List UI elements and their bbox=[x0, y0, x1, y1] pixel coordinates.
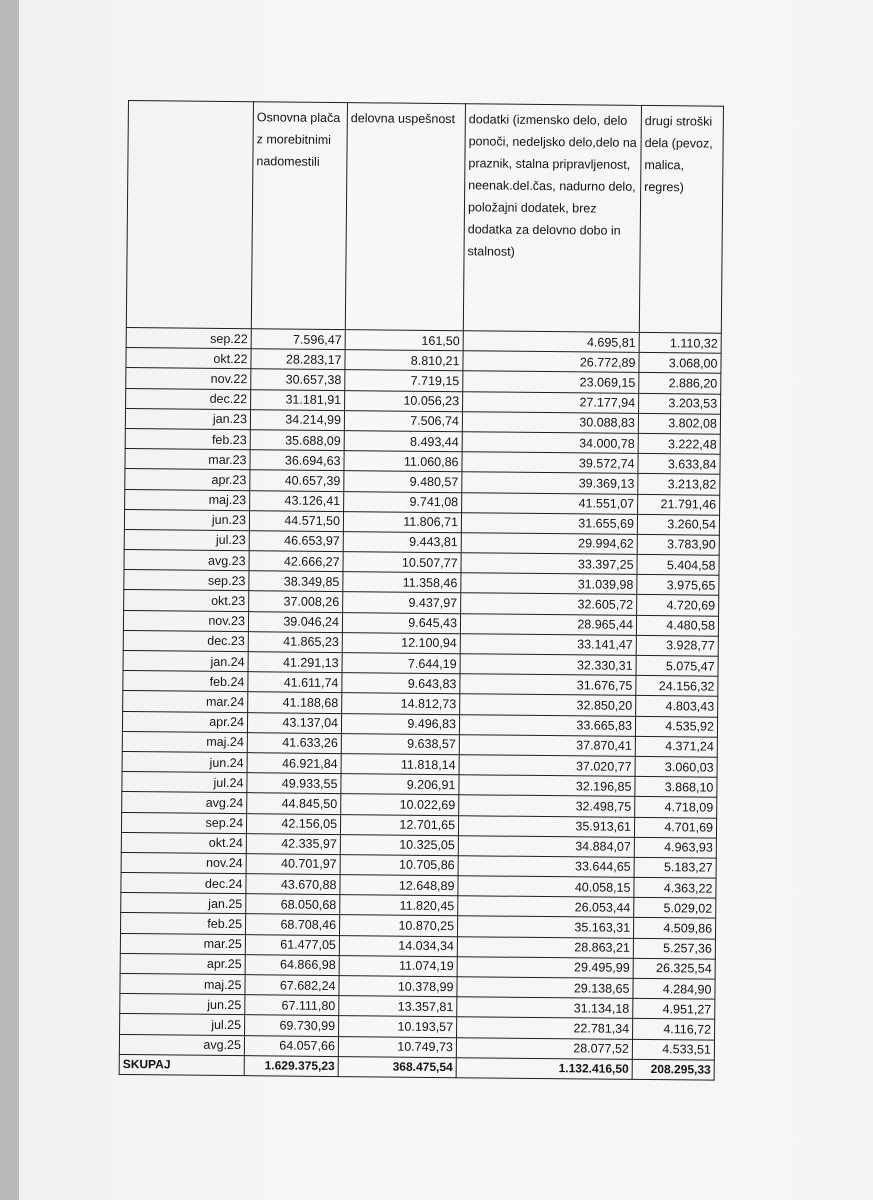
cell-performance: 7.644,19 bbox=[342, 653, 460, 674]
cell-period: jun.24 bbox=[122, 751, 247, 772]
cell-period: avg.25 bbox=[119, 1034, 244, 1055]
cell-base-salary: 68.050,68 bbox=[246, 894, 340, 915]
cell-base-salary: 46.921,84 bbox=[247, 753, 341, 774]
cell-base-salary: 43.126,41 bbox=[250, 490, 344, 511]
cell-base-salary: 68.708,46 bbox=[245, 914, 339, 935]
cell-other-costs: 2.886,20 bbox=[639, 373, 721, 394]
cell-allowances: 28.863,21 bbox=[457, 936, 633, 958]
cell-base-salary: 44.845,50 bbox=[247, 793, 341, 814]
cell-allowances: 28.965,44 bbox=[460, 613, 636, 635]
cell-allowances: 31.655,69 bbox=[461, 512, 637, 534]
cell-base-salary: 67.682,24 bbox=[245, 975, 339, 996]
cell-period: mar.25 bbox=[120, 933, 245, 954]
cell-other-costs: 3.260,54 bbox=[637, 514, 719, 535]
cell-allowances: 26.772,89 bbox=[463, 351, 639, 373]
cell-base-salary: 40.701,97 bbox=[246, 854, 340, 875]
cell-performance: 12.648,89 bbox=[340, 875, 458, 896]
cell-base-salary: 34.214,99 bbox=[250, 409, 344, 430]
total-performance: 368.475,54 bbox=[338, 1056, 456, 1077]
cell-allowances: 34.000,78 bbox=[462, 432, 638, 454]
cell-performance: 10.022,69 bbox=[341, 794, 459, 815]
cell-performance: 9.496,83 bbox=[341, 713, 459, 734]
cell-allowances: 37.020,77 bbox=[459, 755, 635, 777]
cell-other-costs: 3.222,48 bbox=[638, 433, 720, 454]
table-body bbox=[119, 101, 723, 1080]
cell-performance: 8.810,21 bbox=[345, 350, 463, 371]
cell-performance: 10.378,99 bbox=[339, 976, 457, 997]
cell-other-costs: 5.183,27 bbox=[634, 857, 716, 878]
cell-period: jun.23 bbox=[124, 509, 249, 530]
cell-base-salary: 42.666,27 bbox=[249, 551, 343, 572]
cell-performance: 11.806,71 bbox=[343, 511, 461, 532]
cell-allowances: 29.138,65 bbox=[457, 977, 633, 999]
cell-allowances: 39.572,74 bbox=[462, 452, 638, 474]
cell-allowances: 31.134,18 bbox=[457, 997, 633, 1019]
cell-performance: 12.701,65 bbox=[340, 814, 458, 835]
header-cell-allowances: dodatki (izmensko delo, delo ponoči, nedeljsko delo,delo na praznik, stalna pripravljenost, neenak.del.čas, nadurno delo, položajni dodatek, brez dodatka za delovno dobo in stalnost) bbox=[463, 104, 641, 333]
cell-base-salary: 64.866,98 bbox=[245, 954, 339, 975]
cell-period: nov.24 bbox=[121, 852, 246, 873]
cell-performance: 12.100,94 bbox=[342, 632, 460, 653]
cell-period: okt.22 bbox=[126, 348, 251, 369]
cell-base-salary: 44.571,50 bbox=[249, 510, 343, 531]
cell-performance: 11.074,19 bbox=[339, 955, 457, 976]
cell-base-salary: 38.349,85 bbox=[249, 571, 343, 592]
cell-allowances: 32.850,20 bbox=[460, 694, 636, 716]
cell-allowances: 34.884,07 bbox=[458, 835, 634, 857]
cell-base-salary: 41.865,23 bbox=[248, 631, 342, 652]
cell-period: feb.23 bbox=[125, 428, 250, 449]
cell-period: jun.25 bbox=[120, 994, 245, 1015]
cell-base-salary: 43.137,04 bbox=[247, 712, 341, 733]
header-cell-other-costs: drugi stroški dela (pevoz, malica, regres) bbox=[639, 105, 723, 333]
cell-period: sep.22 bbox=[126, 327, 251, 348]
cell-other-costs: 4.509,86 bbox=[633, 918, 715, 939]
cell-period: jul.24 bbox=[122, 772, 247, 793]
cell-other-costs: 3.633,84 bbox=[638, 454, 720, 475]
cell-period: apr.23 bbox=[125, 469, 250, 490]
cell-allowances: 33.665,83 bbox=[459, 714, 635, 736]
cell-other-costs: 3.928,77 bbox=[636, 635, 718, 656]
cell-other-costs: 3.975,65 bbox=[637, 575, 719, 596]
cell-allowances: 30.088,83 bbox=[462, 411, 638, 433]
cell-performance: 11.818,14 bbox=[341, 754, 459, 775]
cell-base-salary: 46.653,97 bbox=[249, 531, 343, 552]
cell-performance: 8.493,44 bbox=[344, 431, 462, 452]
cell-other-costs: 21.791,46 bbox=[638, 494, 720, 515]
cell-allowances: 31.676,75 bbox=[460, 674, 636, 696]
cell-performance: 9.437,97 bbox=[343, 592, 461, 613]
cell-performance: 10.193,57 bbox=[339, 1016, 457, 1037]
cell-allowances: 35.913,61 bbox=[458, 815, 634, 837]
cell-other-costs: 4.701,69 bbox=[634, 817, 716, 838]
cell-allowances: 23.069,15 bbox=[463, 371, 639, 393]
cell-base-salary: 37.008,26 bbox=[249, 591, 343, 612]
cell-base-salary: 41.291,13 bbox=[248, 652, 342, 673]
cell-period: maj.23 bbox=[125, 489, 250, 510]
cell-period: mar.23 bbox=[125, 449, 250, 470]
cell-allowances: 32.196,85 bbox=[459, 775, 635, 797]
cell-other-costs: 3.783,90 bbox=[637, 534, 719, 555]
cell-base-salary: 49.933,55 bbox=[247, 773, 341, 794]
cell-period: feb.25 bbox=[121, 913, 246, 934]
cell-other-costs: 3.213,82 bbox=[638, 474, 720, 495]
cell-period: avg.24 bbox=[122, 792, 247, 813]
table-header-row bbox=[126, 101, 723, 334]
cell-allowances: 32.498,75 bbox=[459, 795, 635, 817]
cell-base-salary: 41.633,26 bbox=[247, 732, 341, 753]
cell-performance: 7.719,15 bbox=[345, 370, 463, 391]
cell-allowances: 4.695,81 bbox=[463, 331, 639, 353]
cell-base-salary: 42.335,97 bbox=[246, 833, 340, 854]
cell-allowances: 35.163,31 bbox=[457, 916, 633, 938]
cell-performance: 7.506,74 bbox=[344, 410, 462, 431]
cell-other-costs: 4.480,58 bbox=[636, 615, 718, 636]
total-other-costs: 208.295,33 bbox=[632, 1059, 714, 1080]
cell-base-salary: 69.730,99 bbox=[245, 1015, 339, 1036]
cell-allowances: 33.141,47 bbox=[460, 634, 636, 656]
cell-period: okt.24 bbox=[121, 832, 246, 853]
cell-performance: 10.870,25 bbox=[339, 915, 457, 936]
cell-other-costs: 3.060,03 bbox=[635, 756, 717, 777]
cell-other-costs: 4.371,24 bbox=[635, 736, 717, 757]
cell-period: apr.25 bbox=[120, 953, 245, 974]
cell-performance: 10.749,73 bbox=[338, 1036, 456, 1057]
cell-base-salary: 67.111,80 bbox=[245, 995, 339, 1016]
cell-performance: 13.357,81 bbox=[339, 996, 457, 1017]
cell-performance: 10.056,23 bbox=[345, 390, 463, 411]
cost-table bbox=[119, 100, 724, 1080]
cell-performance: 161,50 bbox=[345, 330, 463, 351]
cell-base-salary: 31.181,91 bbox=[251, 389, 345, 410]
cell-period: apr.24 bbox=[122, 711, 247, 732]
cell-allowances: 40.058,15 bbox=[458, 876, 634, 898]
cell-other-costs: 3.802,08 bbox=[638, 413, 720, 434]
cell-other-costs: 3.203,53 bbox=[639, 393, 721, 414]
cell-other-costs: 3.068,00 bbox=[639, 353, 721, 374]
cell-allowances: 39.369,13 bbox=[462, 472, 638, 494]
cell-period: dec.22 bbox=[126, 388, 251, 409]
cell-base-salary: 28.283,17 bbox=[251, 349, 345, 370]
cell-performance: 9.443,81 bbox=[343, 531, 461, 552]
cell-other-costs: 4.803,43 bbox=[636, 696, 718, 717]
cell-allowances: 28.077,52 bbox=[456, 1037, 632, 1059]
cell-performance: 10.705,86 bbox=[340, 854, 458, 875]
cell-period: nov.23 bbox=[123, 610, 248, 631]
cell-period: sep.23 bbox=[124, 570, 249, 591]
cell-other-costs: 4.533,51 bbox=[632, 1039, 714, 1060]
cell-other-costs: 4.951,27 bbox=[633, 999, 715, 1020]
cell-period: nov.22 bbox=[126, 368, 251, 389]
header-cell-period bbox=[126, 101, 253, 329]
header-cell-base-salary: Osnovna plača z morebitnimi nadomestili bbox=[251, 102, 347, 330]
cell-period: jul.25 bbox=[120, 1014, 245, 1035]
cell-other-costs: 26.325,54 bbox=[633, 958, 715, 979]
cell-other-costs: 5.029,02 bbox=[634, 898, 716, 919]
cell-allowances: 41.551,07 bbox=[462, 492, 638, 514]
cell-base-salary: 41.611,74 bbox=[248, 672, 342, 693]
cell-period: jul.23 bbox=[124, 529, 249, 550]
document-sheet bbox=[119, 100, 724, 1080]
cell-other-costs: 4.116,72 bbox=[633, 1019, 715, 1040]
cell-performance: 9.206,91 bbox=[341, 774, 459, 795]
cell-base-salary: 43.670,88 bbox=[246, 874, 340, 895]
cell-base-salary: 39.046,24 bbox=[248, 611, 342, 632]
cell-performance: 14.812,73 bbox=[342, 693, 460, 714]
cell-allowances: 29.994,62 bbox=[461, 533, 637, 555]
cell-allowances: 26.053,44 bbox=[458, 896, 634, 918]
cell-base-salary: 40.657,39 bbox=[250, 470, 344, 491]
cell-performance: 9.643,83 bbox=[342, 673, 460, 694]
cell-period: feb.24 bbox=[123, 671, 248, 692]
total-allowances: 1.132.416,50 bbox=[456, 1057, 632, 1079]
cell-period: okt.23 bbox=[124, 590, 249, 611]
cell-other-costs: 4.718,09 bbox=[635, 797, 717, 818]
total-label: SKUPAJ bbox=[119, 1054, 244, 1075]
cell-allowances: 37.870,41 bbox=[459, 734, 635, 756]
cell-other-costs: 4.535,92 bbox=[635, 716, 717, 737]
cell-other-costs: 24.156,32 bbox=[636, 676, 718, 697]
cell-other-costs: 1.110,32 bbox=[639, 332, 721, 353]
cell-period: dec.23 bbox=[123, 630, 248, 651]
cell-performance: 9.741,08 bbox=[344, 491, 462, 512]
cell-other-costs: 3.868,10 bbox=[635, 777, 717, 798]
cell-other-costs: 5.075,47 bbox=[636, 655, 718, 676]
cell-other-costs: 5.404,58 bbox=[637, 554, 719, 575]
cell-other-costs: 4.363,22 bbox=[634, 877, 716, 898]
cell-performance: 9.480,57 bbox=[344, 471, 462, 492]
cell-period: sep.24 bbox=[121, 812, 246, 833]
cell-performance: 14.034,34 bbox=[339, 935, 457, 956]
cell-performance: 9.645,43 bbox=[342, 612, 460, 633]
cell-allowances: 32.330,31 bbox=[460, 654, 636, 676]
cell-base-salary: 42.156,05 bbox=[246, 813, 340, 834]
cell-performance: 11.820,45 bbox=[340, 895, 458, 916]
cell-base-salary: 41.188,68 bbox=[248, 692, 342, 713]
header-cell-performance: delovna uspešnost bbox=[345, 103, 465, 331]
cell-allowances: 33.397,25 bbox=[461, 553, 637, 575]
cell-period: maj.24 bbox=[122, 731, 247, 752]
cell-performance: 11.358,46 bbox=[343, 572, 461, 593]
cell-performance: 10.325,05 bbox=[340, 834, 458, 855]
cell-base-salary: 36.694,63 bbox=[250, 450, 344, 471]
cell-period: jan.23 bbox=[125, 408, 250, 429]
cell-allowances: 31.039,98 bbox=[461, 573, 637, 595]
scan-margin-strip bbox=[0, 0, 19, 1200]
cell-base-salary: 35.688,09 bbox=[250, 430, 344, 451]
cell-allowances: 33.644,65 bbox=[458, 856, 634, 878]
cell-base-salary: 64.057,66 bbox=[244, 1035, 338, 1056]
cell-period: mar.24 bbox=[123, 691, 248, 712]
cell-performance: 9.638,57 bbox=[341, 733, 459, 754]
cell-other-costs: 4.963,93 bbox=[634, 837, 716, 858]
cell-allowances: 29.495,99 bbox=[457, 957, 633, 979]
cell-period: dec.24 bbox=[121, 873, 246, 894]
cell-period: avg.23 bbox=[124, 550, 249, 571]
cell-allowances: 22.781,34 bbox=[457, 1017, 633, 1039]
cell-performance: 10.507,77 bbox=[343, 552, 461, 573]
cell-other-costs: 4.720,69 bbox=[637, 595, 719, 616]
cell-allowances: 32.605,72 bbox=[461, 593, 637, 615]
cell-period: jan.25 bbox=[121, 893, 246, 914]
cell-performance: 11.060,86 bbox=[344, 451, 462, 472]
cell-base-salary: 7.596,47 bbox=[251, 329, 345, 350]
total-base-salary: 1.629.375,23 bbox=[244, 1055, 338, 1076]
cell-allowances: 27.177,94 bbox=[463, 391, 639, 413]
cell-other-costs: 4.284,90 bbox=[633, 978, 715, 999]
cell-base-salary: 61.477,05 bbox=[245, 934, 339, 955]
cell-other-costs: 5.257,36 bbox=[633, 938, 715, 959]
cell-period: jan.24 bbox=[123, 650, 248, 671]
cell-period: maj.25 bbox=[120, 973, 245, 994]
cell-base-salary: 30.657,38 bbox=[251, 369, 345, 390]
